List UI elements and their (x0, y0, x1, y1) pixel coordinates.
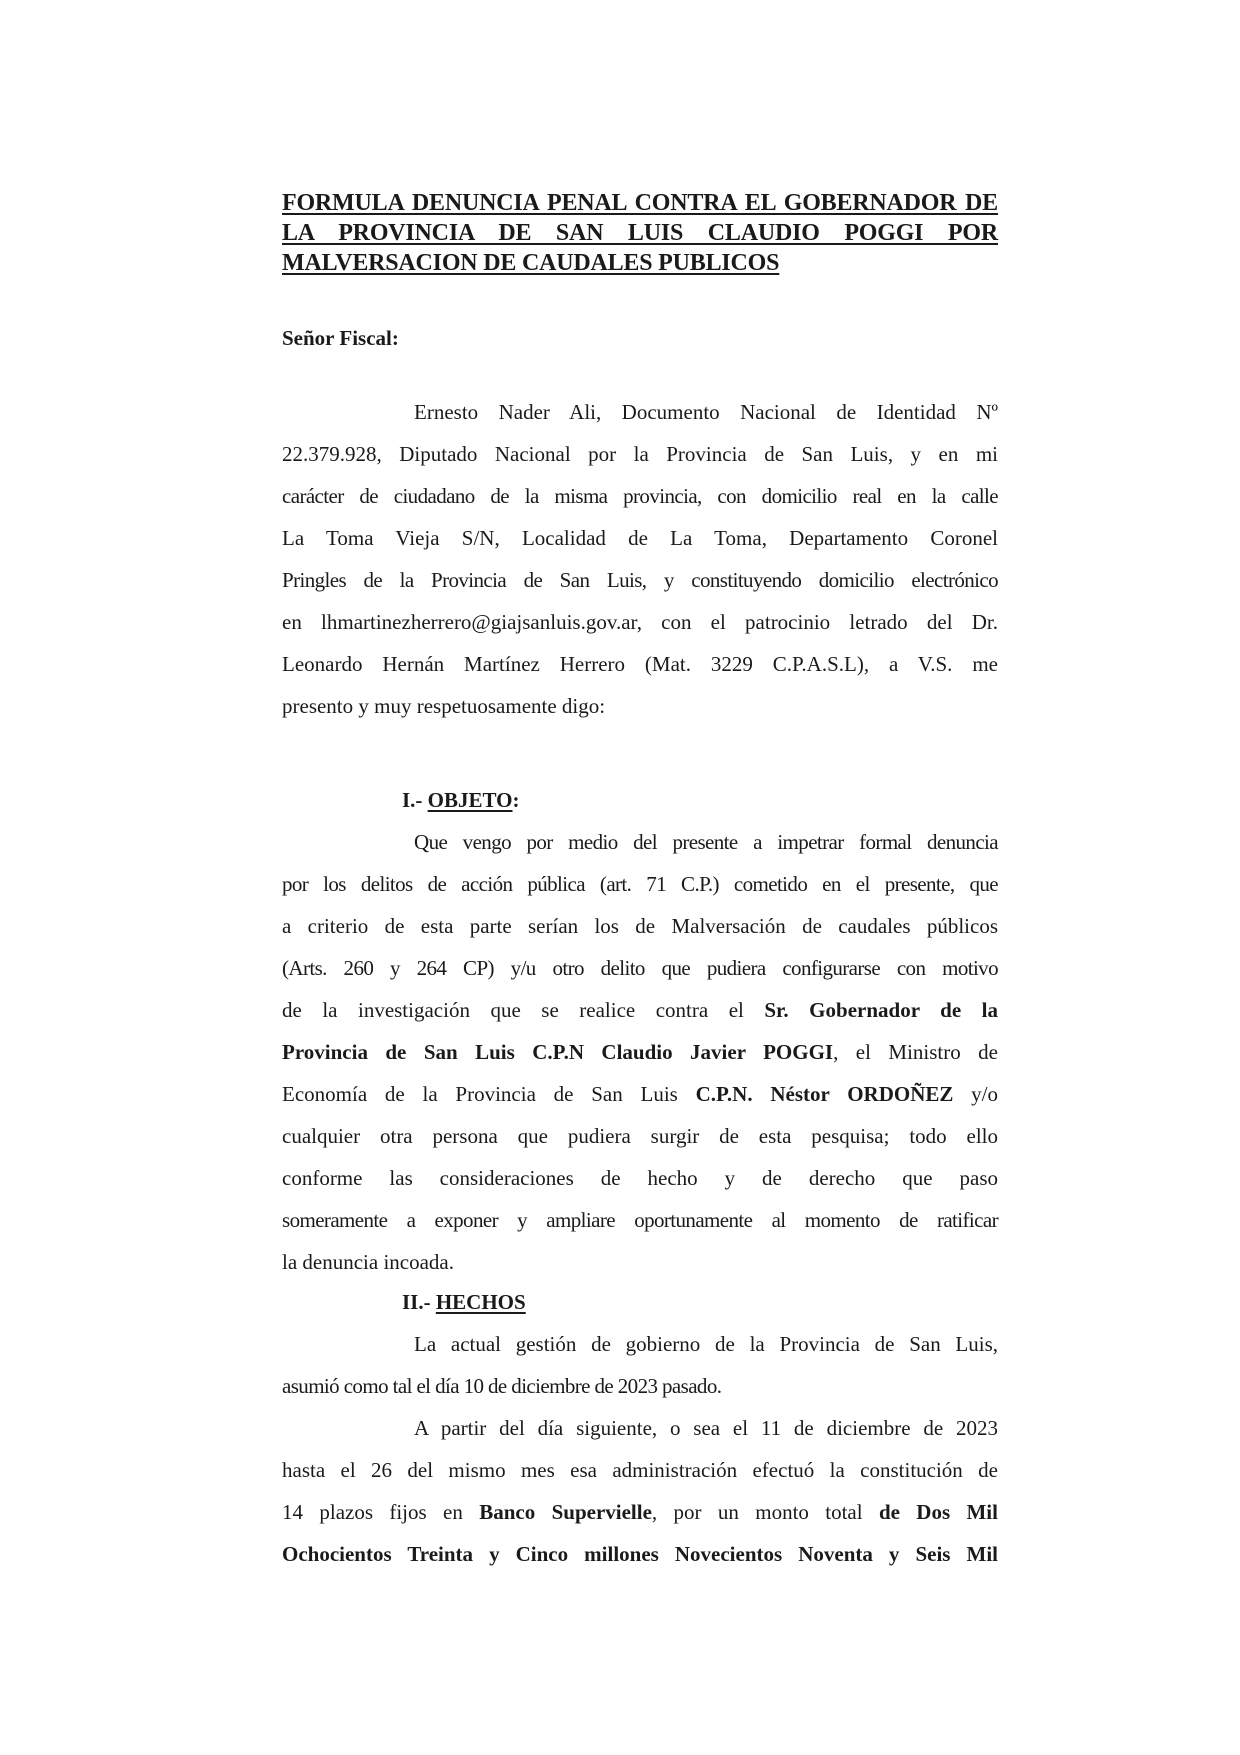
document-title (282, 188, 998, 278)
section2-line (414, 1414, 998, 1442)
section1-line (282, 912, 998, 940)
section2-line (282, 1498, 998, 1526)
section1-line (282, 996, 998, 1024)
text: (Arts. 260 y 264 CP) y/u otro delito que pudiera configurarse con motivo (282, 956, 998, 980)
section1-line (282, 1206, 998, 1234)
text: , el Ministro de (833, 1040, 998, 1064)
text: , por un monto total (651, 1500, 879, 1524)
text: La actual gestión de gobierno de la Provincia de San Luis, (414, 1332, 998, 1356)
text: por los delitos de acción pública (art. 71 C.P.) cometido en el presente, que (282, 872, 998, 896)
section1-line (282, 1248, 998, 1276)
salutation: Señor Fiscal: (282, 326, 399, 350)
title-line: FORMULA DENUNCIA PENAL CONTRA EL GOBERNADOR DE (282, 190, 998, 216)
intro-line: en lhmartinezherrero@giajsanluis.gov.ar, con el patrocinio letrado del Dr. (282, 610, 998, 634)
text: asumió como tal el día 10 de diciembre de 2023 pasado. (282, 1374, 722, 1398)
text: cualquier otra persona que pudiera surgir de esta pesquisa; todo ello (282, 1124, 998, 1148)
text: someramente a exponer y ampliare oportunamente al momento de ratificar (282, 1208, 998, 1232)
text: 14 plazos fijos en (282, 1500, 480, 1524)
section-title: OBJETO (427, 788, 513, 812)
section2-line (414, 1330, 998, 1358)
section2-line (282, 1540, 998, 1568)
section1-line (282, 1038, 998, 1066)
section2-line (282, 1456, 998, 1484)
section1-line (282, 870, 998, 898)
text: hasta el 26 del mismo mes esa administración efectuó la constitución de (282, 1458, 998, 1482)
intro-line: carácter de ciudadano de la misma provincia, con domicilio real en la calle (282, 484, 998, 508)
section1-line (282, 1080, 998, 1108)
section1-line (282, 954, 998, 982)
bold-text: Banco Supervielle (479, 1500, 652, 1524)
section1-line (282, 1122, 998, 1150)
text: A partir del día siguiente, o sea el 11 de diciembre de 2023 (414, 1416, 998, 1440)
bold-text: Ochocientos Treinta y Cinco millones Novecientos Noventa y Seis Mil (282, 1542, 998, 1566)
bold-text: Provincia de San Luis C.P.N Claudio Javier POGGI (282, 1040, 834, 1064)
bold-text: C.P.N. Néstor ORDOÑEZ (695, 1082, 954, 1106)
section-heading-objeto (402, 786, 519, 814)
section-number: I.- (402, 788, 428, 812)
text: a criterio de esta parte serían los de Malversación de caudales públicos (282, 914, 998, 938)
text: de la investigación que se realice contra el (282, 998, 765, 1022)
bold-text: Sr. Gobernador de la (764, 998, 998, 1022)
section-heading-hechos (402, 1288, 526, 1316)
intro-line: presento y muy respetuosamente digo: (282, 694, 606, 718)
intro-line: Pringles de la Provincia de San Luis, y constituyendo domicilio electrónico (282, 568, 998, 592)
section-suffix: : (512, 788, 520, 812)
text: Economía de la Provincia de San Luis (282, 1082, 696, 1106)
title-line: LA PROVINCIA DE SAN LUIS CLAUDIO POGGI POR (282, 220, 998, 246)
section2-line (282, 1372, 998, 1400)
section1-line (414, 828, 998, 856)
intro-line: La Toma Vieja S/N, Localidad de La Toma, Departamento Coronel (282, 526, 998, 550)
text: la denuncia incoada. (282, 1250, 454, 1274)
section-title: HECHOS (435, 1290, 526, 1314)
intro-line: 22.379.928, Diputado Nacional por la Provincia de San Luis, y en mi (282, 442, 998, 466)
title-line: MALVERSACION DE CAUDALES PUBLICOS (282, 250, 780, 276)
bold-text: de Dos Mil (878, 1500, 998, 1524)
section-number: II.- (402, 1290, 436, 1314)
text: y/o (953, 1082, 998, 1106)
text: conforme las consideraciones de hecho y de derecho que paso (282, 1166, 998, 1190)
text: Que vengo por medio del presente a impetrar formal denuncia (414, 830, 998, 854)
section1-line (282, 1164, 998, 1192)
intro-line: Leonardo Hernán Martínez Herrero (Mat. 3229 C.P.A.S.L), a V.S. me (282, 652, 998, 676)
intro-line: Ernesto Nader Ali, Documento Nacional de Identidad Nº (414, 400, 998, 424)
